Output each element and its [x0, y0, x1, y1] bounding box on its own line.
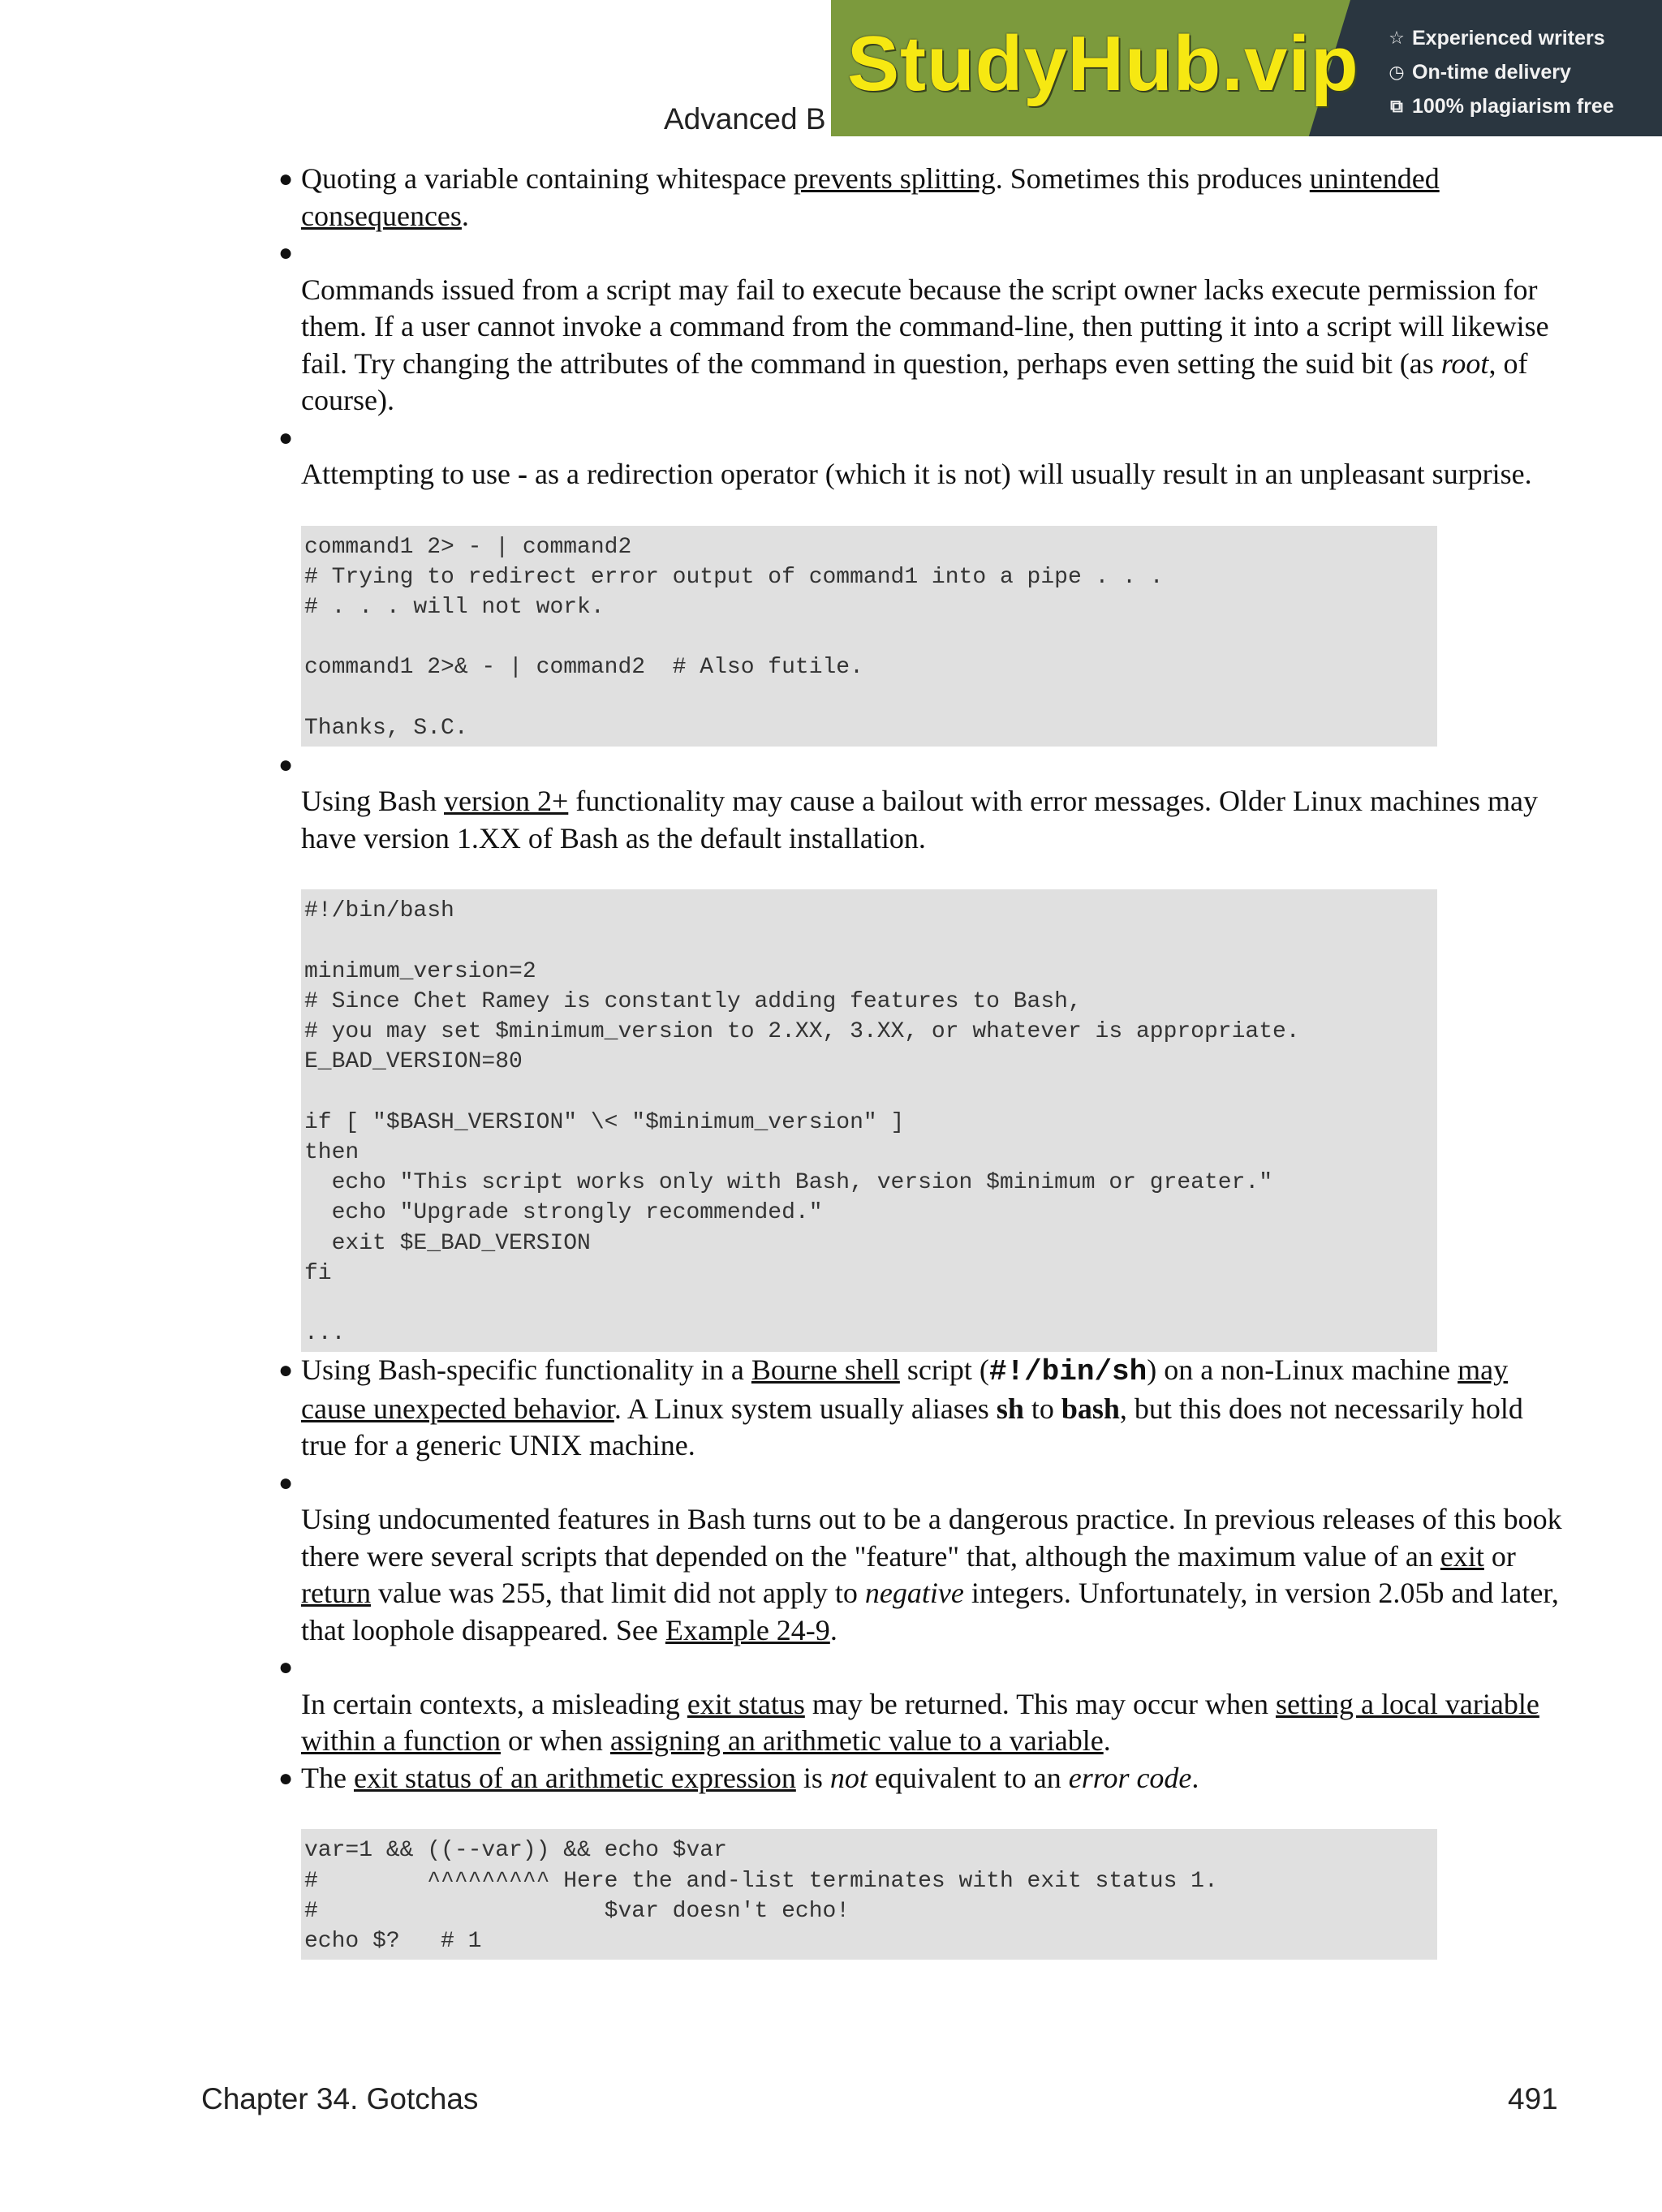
bullet: ●	[278, 1654, 294, 1681]
clock-icon: ◷	[1389, 62, 1405, 82]
link-return[interactable]: return	[301, 1577, 371, 1610]
link-local-variable[interactable]: setting a local variable within a function	[301, 1687, 1539, 1758]
code-block-version-check: #!/bin/bash minimum_version=2 # Since Chet Ramey is constantly adding features to Bash, # you may set $minimum_version to 2.XX, 3.XX, or whatever is appropriate. E_BAD_VERSION=80 if [ "$BASH_VERSION" \< "$minimum_version" ] then echo "This script works only with Bash, version $minimum or greater." echo "Upgrade strongly recommended." exit $E_BAD_VERSION fi ...	[301, 889, 1437, 1352]
list-item	[272, 1352, 1570, 1465]
link-unexpected-behavior[interactable]: may cause unexpected behavior	[301, 1353, 1509, 1425]
paragraph: In certain contexts, a misleading exit status may be returned. This may occur when setting a local variable within a function or when assigning an arithmetic value to a variable.	[301, 1687, 1539, 1758]
list-item	[272, 235, 1570, 420]
list-item	[272, 161, 1570, 235]
list-item	[272, 1760, 1570, 1797]
running-header: Advanced B	[664, 102, 826, 136]
link-exit[interactable]: exit	[1440, 1539, 1484, 1573]
bullet: ●	[278, 424, 294, 451]
footer-chapter: Chapter 34. Gotchas	[201, 2082, 479, 2115]
paragraph: Quoting a variable containing whitespace prevents splitting. Sometimes this produces unintended consequences.	[301, 162, 1440, 232]
star-icon: ☆	[1389, 28, 1405, 48]
paragraph: The exit status of an arithmetic expression is not equivalent to an error code.	[301, 1761, 1199, 1794]
footer-page-number: 491	[1508, 2082, 1558, 2115]
paragraph: Using undocumented features in Bash turns out to be a dangerous practice. In previous releases of this book there were several scripts that depended on the "feature" that, although the maximum value of an exit or return value was 255, that limit did not apply to negative integers. Unfortunately, in version 2.05b and later, that loophole disappeared. See Example 24-9.	[301, 1503, 1562, 1646]
paragraph: Commands issued from a script may fail to execute because the script owner lacks execute permission for them. If a user cannot invoke a command from the command-line, then putting it into a script will likewise fail. Try changing the attributes of the command in question, perhaps even setting the suid bit (as root, of course).	[301, 273, 1549, 416]
link-version-2[interactable]: version 2+	[444, 785, 569, 818]
feature-on-time-delivery: ◷ On-time delivery	[1388, 55, 1614, 89]
feature-plagiarism-free: ⧉ 100% plagiarism free	[1388, 89, 1614, 123]
banner-features	[1388, 21, 1614, 123]
list-item	[272, 747, 1570, 858]
paragraph: Using Bash-specific functionality in a Bourne shell script (#!/bin/sh) on a non-Linux machine may cause unexpected behavior. A Linux system usually aliases sh to bash, but this does not necessarily hold true for a generic UNIX machine.	[301, 1353, 1523, 1462]
bullet: ●	[278, 1469, 294, 1496]
bullet: ●	[278, 1357, 294, 1384]
studyhub-logo: StudyHub.vip	[847, 20, 1359, 107]
link-unintended-consequences[interactable]: unintended consequences	[301, 162, 1440, 232]
list-item	[272, 420, 1570, 493]
link-arithmetic-exit-status[interactable]: exit status of an arithmetic expression	[353, 1761, 796, 1794]
bullet: ●	[278, 166, 294, 192]
copy-icon: ⧉	[1390, 96, 1403, 116]
code-block-redirection: command1 2> - | command2 # Trying to redirect error output of command1 into a pipe . . . # . . . will not work. command1 2>& - | command2 # Also futile. Thanks, S.C.	[301, 526, 1437, 747]
inline-code: #!/bin/sh	[988, 1355, 1147, 1389]
bullet: ●	[278, 239, 294, 266]
gotchas-list	[272, 161, 1570, 1960]
bullet: ●	[278, 751, 294, 778]
link-arithmetic-value[interactable]: assigning an arithmetic value to a variable	[609, 1724, 1104, 1758]
studyhub-banner[interactable]	[831, 0, 1662, 136]
feature-experienced-writers: ☆ Experienced writers	[1388, 21, 1614, 55]
link-bourne-shell[interactable]: Bourne shell	[751, 1353, 900, 1387]
code-block-arithmetic: var=1 && ((--var)) && echo $var # ^^^^^^^^^ Here the and-list terminates with exit status 1. # $var doesn't echo! echo $? # 1	[301, 1829, 1437, 1960]
list-item	[272, 1649, 1570, 1760]
link-prevents-splitting[interactable]: prevents splitting	[793, 162, 996, 195]
link-exit-status[interactable]: exit status	[687, 1687, 805, 1720]
paragraph: Attempting to use - as a redirection operator (which it is not) will usually result in an unpleasant surprise.	[301, 458, 1532, 490]
bullet: ●	[278, 1764, 294, 1792]
list-item	[272, 1465, 1570, 1650]
link-example-24-9[interactable]: Example 24-9	[665, 1613, 830, 1646]
paragraph: Using Bash version 2+ functionality may cause a bailout with error messages. Older Linux machines may have version 1.XX of Bash as the default installation.	[301, 785, 1538, 854]
